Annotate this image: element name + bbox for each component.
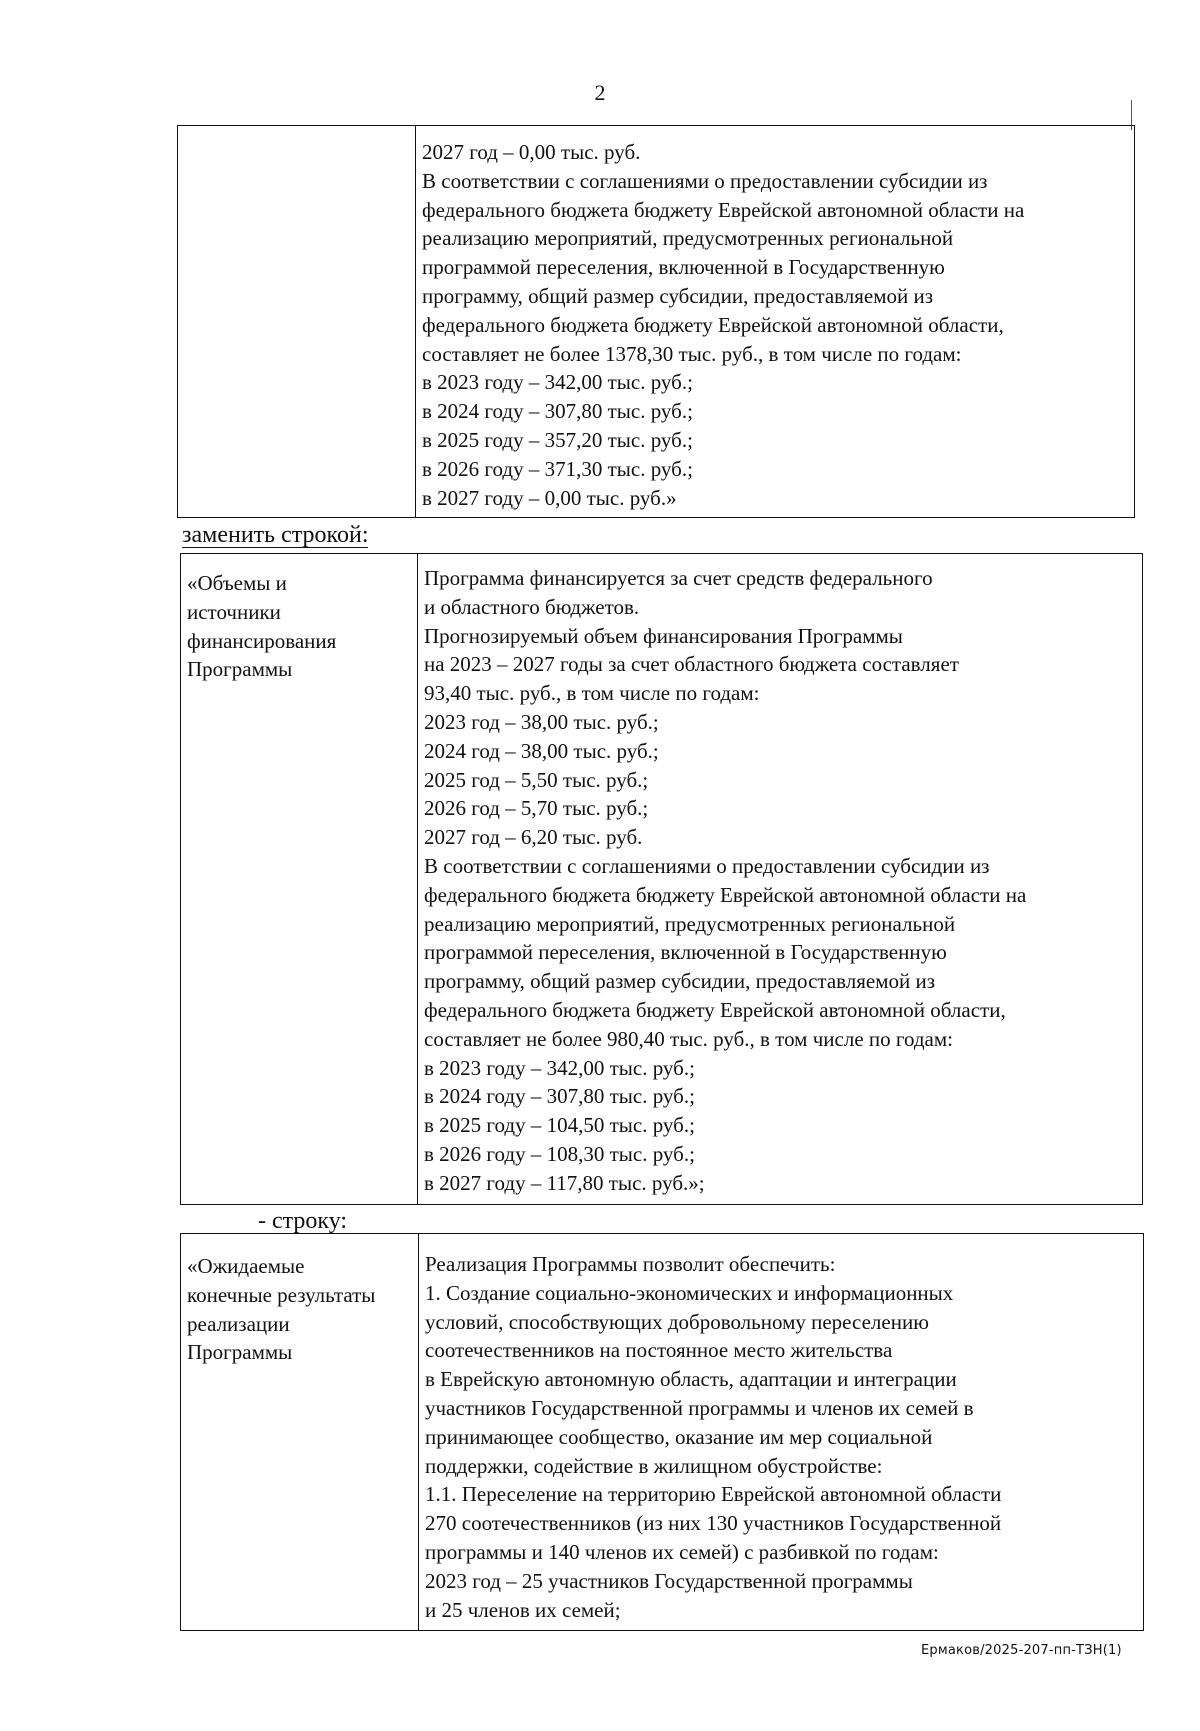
instruction-row-results [258, 1208, 347, 1234]
text-line: принимающее сообщество, оказание им мер социальной [425, 1424, 933, 1449]
text-line: 2023 год – 38,00 тыс. руб.; [424, 709, 659, 734]
text-line: в 2024 году – 307,80 тыс. руб.; [424, 1084, 695, 1109]
text-line: в 2023 году – 342,00 тыс. руб.; [424, 1055, 695, 1080]
page-number: 2 [594, 80, 606, 105]
text-line: конечные результаты [187, 1282, 376, 1307]
instruction-text: заменить строкой: [182, 522, 369, 548]
text-line: «Объемы и [187, 571, 287, 595]
text-line: в 2026 году – 108,30 тыс. руб.; [424, 1141, 695, 1166]
text-line: в Еврейскую автономную область, адаптации и интеграции [425, 1367, 957, 1392]
text-line: Программы [187, 657, 293, 682]
table-financing-new [180, 553, 1143, 1205]
text-line: на 2023 – 2027 годы за счет областного бюджета составляет [424, 652, 959, 677]
text-line: составляет не более 980,40 тыс. руб., в том числе по годам: [424, 1026, 953, 1051]
text-line: 1.1. Переселение на территорию Еврейской автономной области [425, 1482, 1002, 1507]
text-line: Программы [187, 1340, 293, 1365]
text-line: в 2025 году – 357,20 тыс. руб.; [422, 427, 693, 452]
table-left-cell [181, 554, 418, 1204]
text-line: в 2024 году – 307,80 тыс. руб.; [422, 399, 693, 424]
text-line: в 2026 году – 371,30 тыс. руб.; [422, 456, 693, 481]
text-line: финансирования [187, 628, 337, 653]
text-line: участников Государственной программы и членов их семей в [425, 1395, 974, 1420]
text-line: реализацию мероприятий, предусмотренных региональной [424, 911, 956, 936]
text-line: составляет не более 1378,30 тыс. руб., в том числе по годам: [422, 341, 962, 366]
text-line: 2026 год – 5,70 тыс. руб.; [424, 796, 649, 821]
text-line: Прогнозируемый объем финансирования Программы [424, 623, 903, 648]
text-line: программу, общий размер субсидии, предоставляемой из [424, 969, 936, 994]
text-line: и 25 членов их семей; [425, 1597, 621, 1622]
table-left-cell [181, 1234, 419, 1630]
text-line: поддержки, содействие в жилищном обустройстве: [425, 1453, 883, 1478]
table-right-cell [418, 554, 1142, 1204]
text-line: программу, общий размер субсидии, предоставляемой из [422, 283, 934, 308]
text-line: 2027 год – 6,20 тыс. руб. [424, 825, 643, 850]
instruction-replace-row [182, 522, 368, 548]
text-line: 2025 год – 5,50 тыс. руб.; [424, 767, 649, 792]
text-line: 2023 год – 25 участников Государственной программы [425, 1568, 913, 1593]
document-registration-code: Ермаков/2025-207-пп-ТЗН(1) [921, 1643, 1122, 1658]
text-line: федерального бюджета бюджету Еврейской автономной области, [422, 312, 1004, 337]
text-line: 93,40 тыс. руб., в том числе по годам: [424, 681, 760, 706]
text-line: 2027 год – 0,00 тыс. руб. [422, 140, 641, 164]
text-line: соотечественников на постоянное место жительства [425, 1338, 893, 1363]
table-right-cell [419, 1234, 1143, 1630]
text-line: программы и 140 членов их семей) с разбивкой по годам: [425, 1539, 939, 1564]
text-line: в 2023 году – 342,00 тыс. руб.; [422, 370, 693, 395]
text-line: Реализация Программы позволит обеспечить: [425, 1252, 836, 1276]
text-line: программой переселения, включенной в Государственную [424, 940, 947, 965]
text-line: Программа финансируется за счет средств федерального [424, 566, 933, 590]
text-line: 270 соотечественников (из них 130 участников Государственной [425, 1511, 1002, 1536]
text-line: программой переселения, включенной в Государственную [422, 255, 945, 280]
text-line: реализацию мероприятий, предусмотренных региональной [422, 226, 954, 251]
text-line: в 2027 году – 117,80 тыс. руб.»; [424, 1170, 705, 1195]
text-line: «Ожидаемые [187, 1254, 305, 1278]
text-line: федерального бюджета бюджету Еврейской автономной области на [424, 882, 1027, 907]
instruction-text: - строку: [258, 1208, 348, 1234]
text-line: и областного бюджетов. [424, 594, 640, 619]
text-line: федерального бюджета бюджету Еврейской автономной области на [422, 197, 1025, 222]
table-right-cell [416, 126, 1134, 517]
text-line: в 2027 году – 0,00 тыс. руб.» [422, 485, 677, 510]
text-line: реализации [187, 1311, 290, 1336]
table-left-cell [178, 126, 416, 517]
text-line: федерального бюджета бюджету Еврейской автономной области, [424, 997, 1006, 1022]
text-line: условий, способствующих добровольному переселению [425, 1309, 929, 1334]
text-line: источники [187, 599, 281, 624]
text-line: 2024 год – 38,00 тыс. руб.; [424, 738, 659, 763]
text-line: В соответствии с соглашениями о предоставлении субсидии из [424, 853, 990, 878]
text-line: В соответствии с соглашениями о предоставлении субсидии из [422, 168, 988, 193]
table-financing-old [177, 125, 1135, 518]
text-line: 1. Создание социально-экономических и информационных [425, 1280, 954, 1305]
text-line: в 2025 году – 104,50 тыс. руб.; [424, 1113, 695, 1138]
table-expected-results [180, 1233, 1144, 1631]
